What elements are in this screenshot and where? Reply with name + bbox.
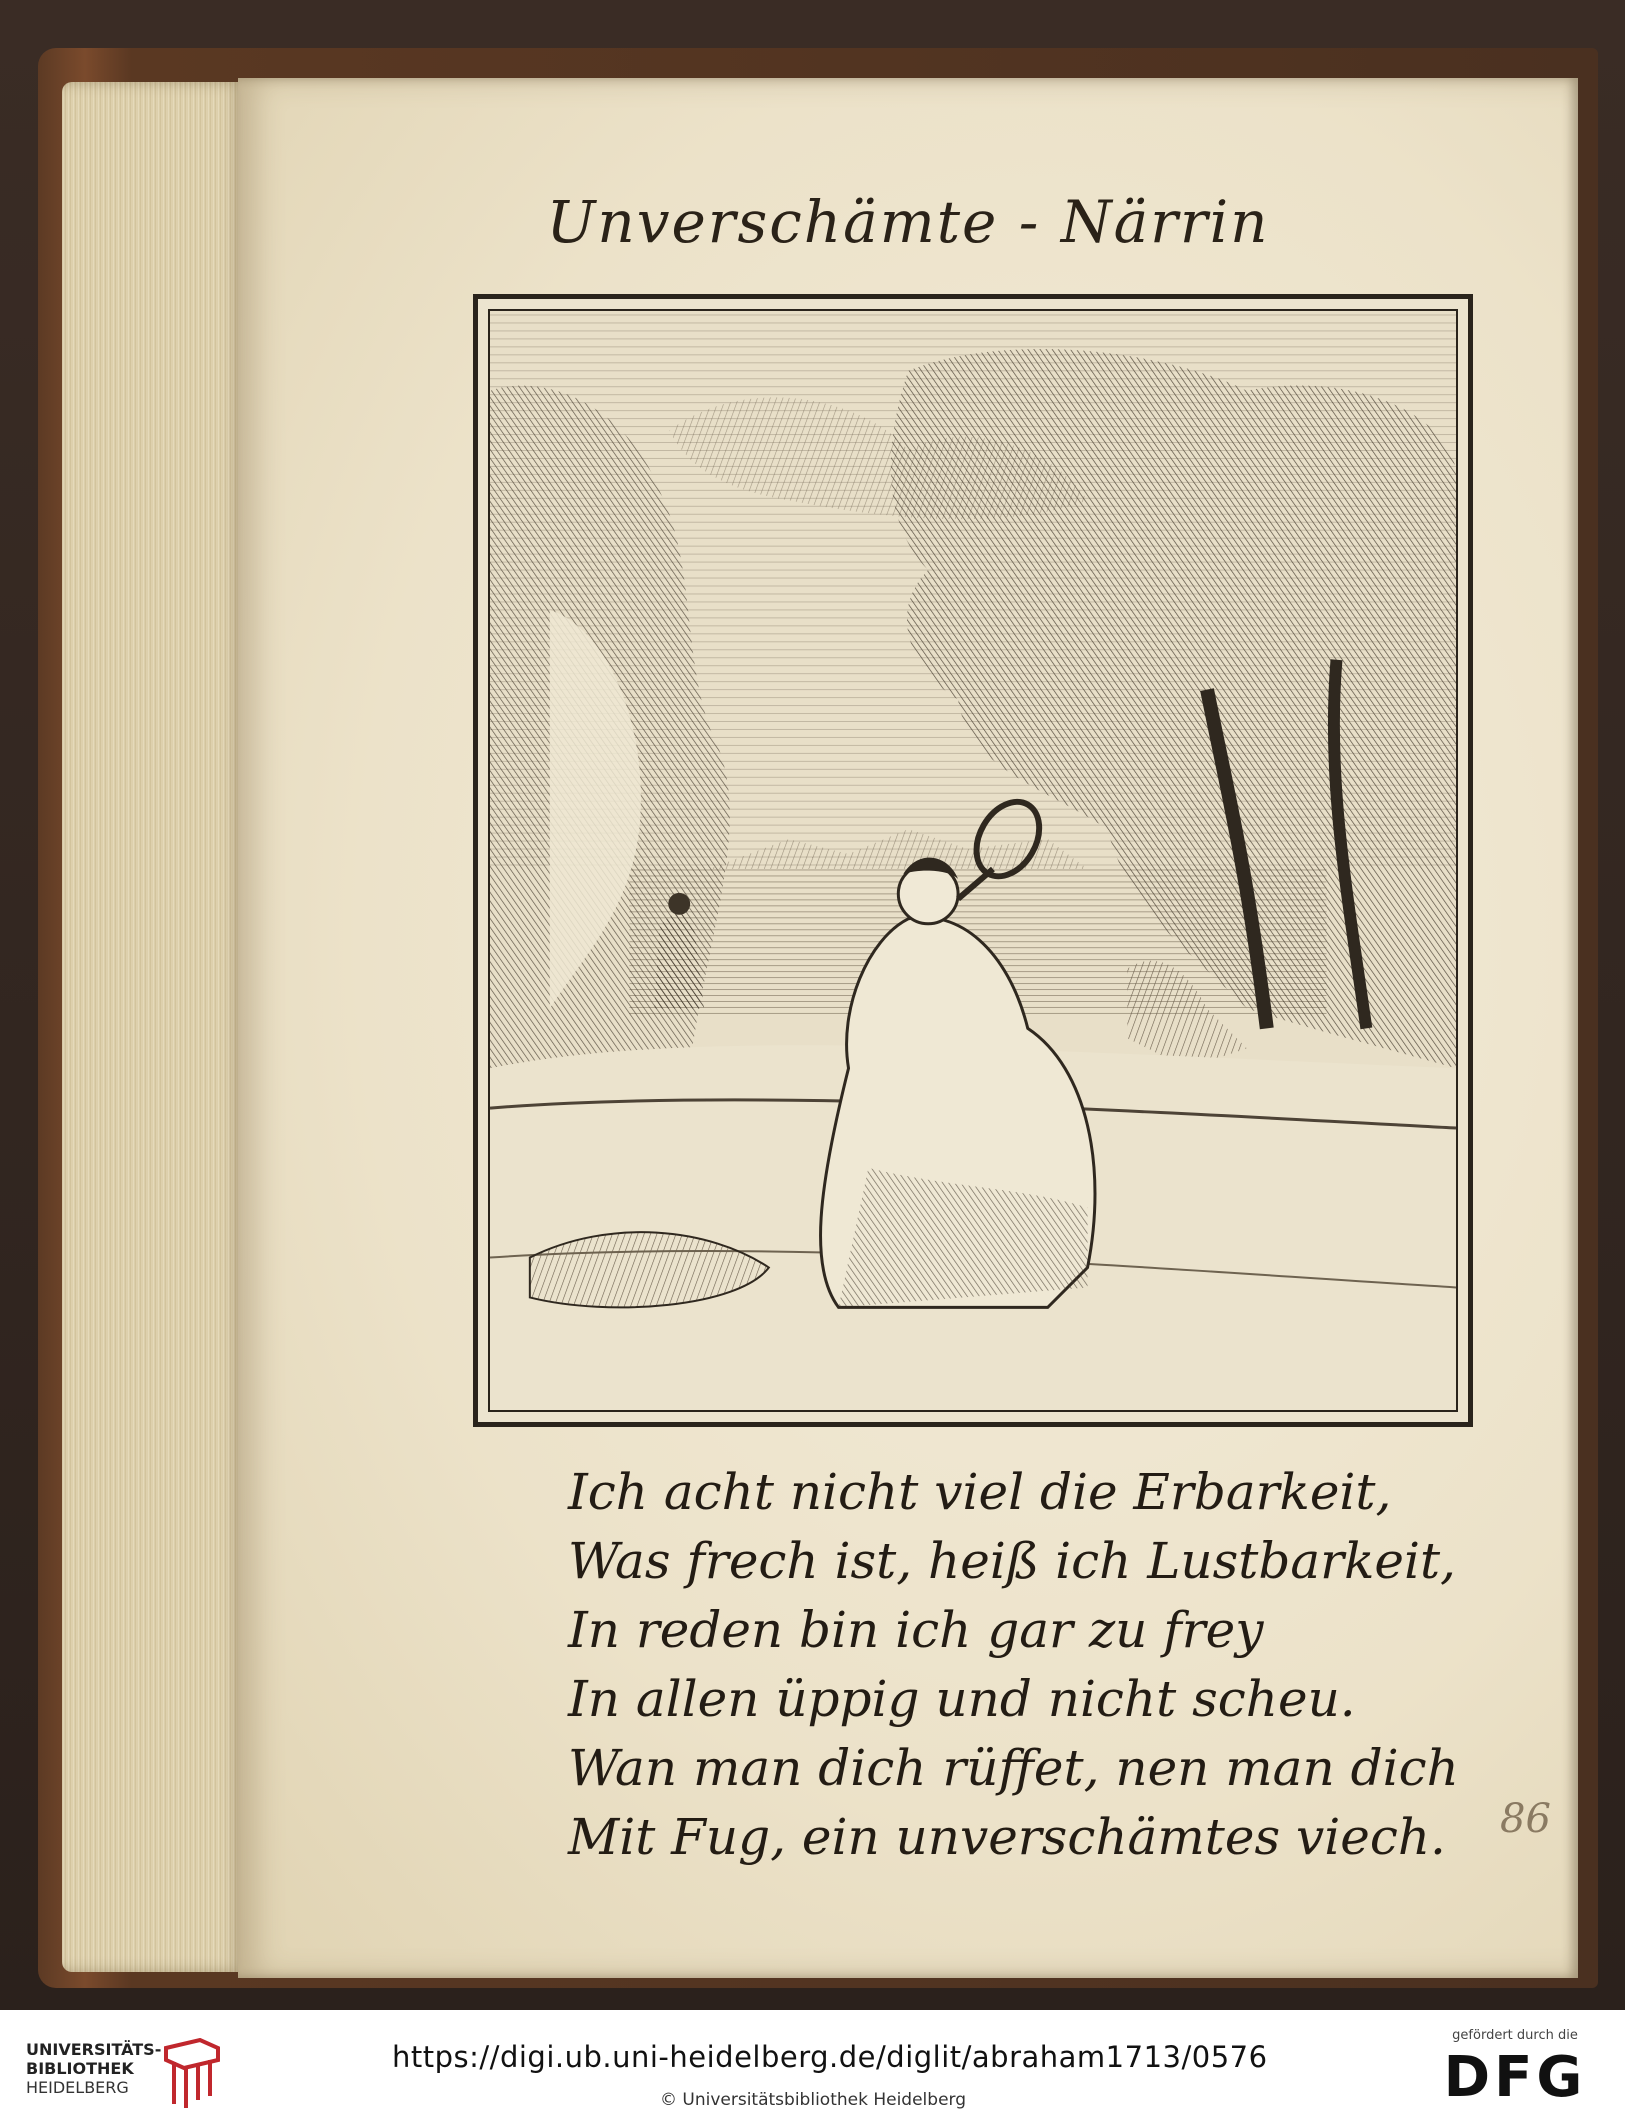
page-number: 86 xyxy=(1500,1796,1551,1842)
footer-bar xyxy=(0,2010,1625,2126)
library-name-line: UNIVERSITÄTS- xyxy=(26,2040,162,2059)
verse-line: Ich acht nicht viel die Erbarkeit, xyxy=(568,1463,1392,1521)
library-name-line: HEIDELBERG xyxy=(26,2078,129,2097)
verse-text xyxy=(568,1458,1468,1872)
verse-line: Was frech ist, heiß ich Lustbarkeit, xyxy=(568,1532,1456,1590)
engraving-illustration xyxy=(473,294,1473,1427)
verse-line: Mit Fug, ein unverschämtes viech. xyxy=(568,1808,1446,1866)
verse-line: Wan man dich rüffet, nen man dich xyxy=(568,1739,1459,1797)
dfg-logo[interactable]: DFG xyxy=(1443,2045,1587,2110)
permalink-url[interactable]: https://digi.ub.uni-heidelberg.de/diglit/abraham1713/0576 xyxy=(392,2040,1268,2074)
library-name xyxy=(26,2040,161,2097)
library-logo-icon[interactable] xyxy=(160,2038,224,2110)
copyright-text: © Universitätsbibliothek Heidelberg xyxy=(660,2090,967,2110)
library-name-line: BIBLIOTHEK xyxy=(26,2059,134,2078)
book-page xyxy=(238,78,1578,1978)
verse-line: In allen üppig und nicht scheu. xyxy=(568,1670,1356,1728)
page-edges xyxy=(62,82,244,1972)
engraving-landscape-icon xyxy=(490,311,1456,1410)
verse-line: In reden bin ich gar zu frey xyxy=(568,1601,1264,1659)
page-title: Unverschämte - Närrin xyxy=(546,188,1270,256)
funded-by-label: gefördert durch die xyxy=(1452,2028,1578,2043)
